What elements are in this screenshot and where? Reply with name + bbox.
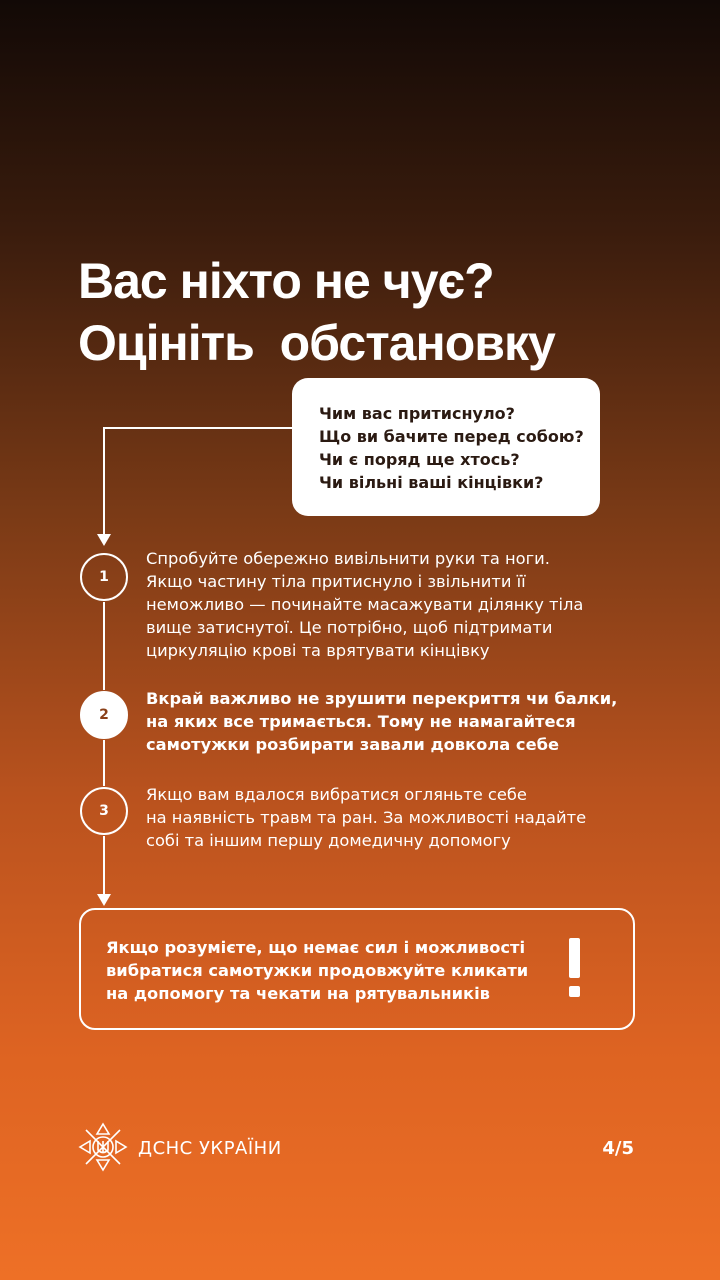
- org-name: ДСНС УКРАЇНИ: [138, 1138, 282, 1159]
- question-item: Чим вас притиснуло?: [319, 404, 515, 423]
- step-1-circle: 1: [80, 553, 128, 601]
- question-item: Чи вільні ваші кінцівки?: [319, 473, 544, 492]
- step-3-line: на наявність травм та ран. За можливості надайте: [146, 808, 587, 827]
- step-1-line: Спробуйте обережно вивільнити руки та ноги.: [146, 549, 550, 568]
- question-item: Чи є поряд ще хтось?: [319, 450, 520, 469]
- warning-box: [79, 908, 635, 1030]
- arrow-head-top: [97, 534, 111, 546]
- step-3-line: Якщо вам вдалося вибратися огляньте себе: [146, 785, 527, 804]
- step-2-line: Вкрай важливо не зрушити перекриття чи балки,: [146, 689, 618, 708]
- title-line-1: Вас ніхто не чує?: [78, 253, 494, 309]
- step-3-text: [146, 783, 646, 852]
- connector-top: [104, 428, 292, 536]
- step-1-text: [146, 547, 646, 662]
- warning-line: вибратися самотужки продовжуйте кликати: [106, 961, 529, 980]
- questions-bubble: [292, 378, 600, 516]
- step-1-line: вище затиснутої. Це потрібно, щоб підтримати: [146, 618, 553, 637]
- warning-line: Якщо розумієте, що немає сил і можливості: [106, 938, 526, 957]
- step-1-line: неможливо — починайте масажувати ділянку тіла: [146, 595, 584, 614]
- title-line-2: Оцініть обстановку: [78, 315, 555, 371]
- step-2-circle: 2: [80, 691, 128, 739]
- warning-line: на допомогу та чекати на рятувальників: [106, 984, 490, 1003]
- step-2-text: [146, 687, 646, 756]
- step-1-line: циркуляцію крові та врятувати кінцівку: [146, 641, 490, 660]
- step-2-line: самотужки розбирати завали довкола себе: [146, 735, 560, 754]
- step-2-line: на яких все тримається. Тому не намагайтеся: [146, 712, 576, 731]
- step-3-circle: 3: [80, 787, 128, 835]
- step-1-line: Якщо частину тіла притиснуло і звільнити її: [146, 572, 526, 591]
- step-3-line: собі та іншим першу домедичну допомогу: [146, 831, 511, 850]
- exclamation-icon: [561, 938, 589, 1002]
- arrow-head-bottom: [97, 894, 111, 906]
- question-item: Що ви бачите перед собою?: [319, 427, 584, 446]
- page-indicator: 4/5: [602, 1138, 634, 1159]
- warning-text: [106, 936, 528, 1005]
- dsns-emblem-icon: [78, 1122, 128, 1172]
